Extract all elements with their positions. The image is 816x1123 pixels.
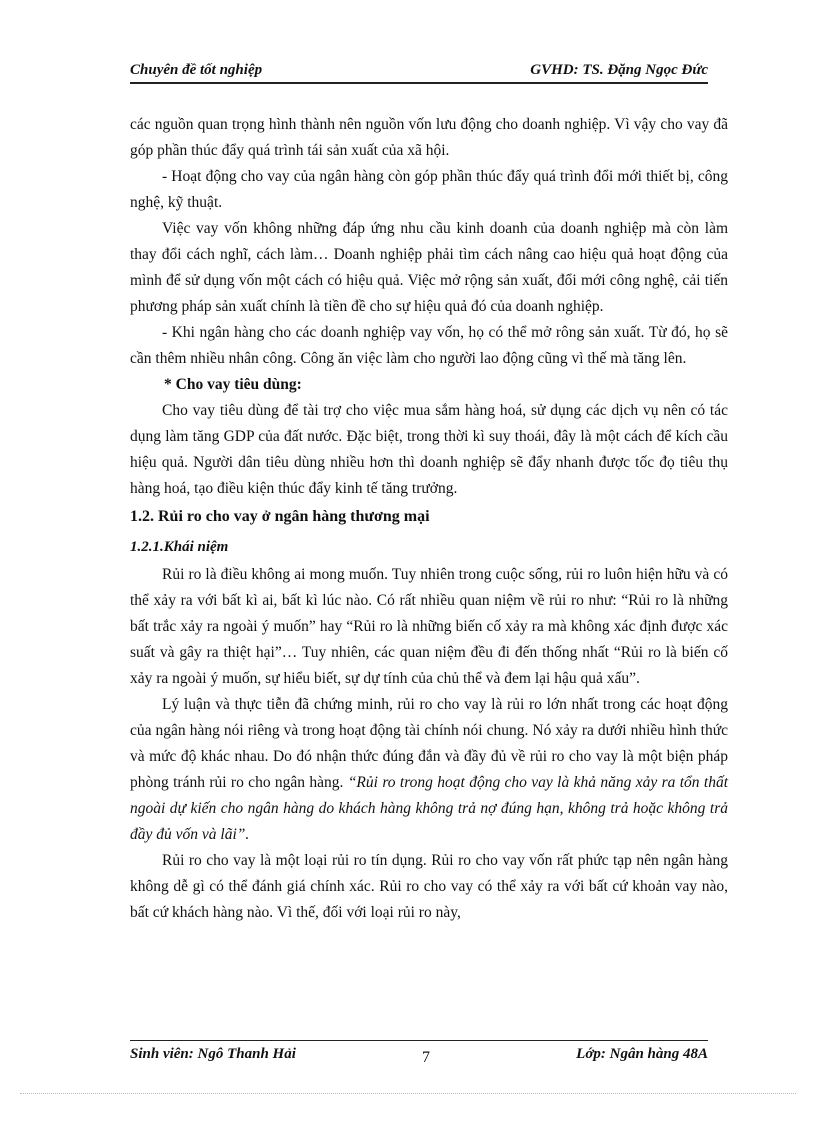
paragraph-5: Cho vay tiêu dùng để tài trợ cho việc mua sắm hàng hoá, sử dụng các dịch vụ nên có tác dụng làm tăng GDP của đất nước. Đặc biệt, trong thời kì suy thoái, đây là một cách để kích cầu hiệu quả. Người dân tiêu dùng nhiều hơn thì doanh nghiệp sẽ đẩy nhanh được tốc đọ tiêu thụ hàng hoá, tạo điều kiện thúc đẩy kinh tế tăng trưởng. [130, 402, 728, 497]
page-header [130, 60, 708, 84]
section-heading: 1.2. Rủi ro cho vay ở ngân hàng thương mại [130, 508, 430, 525]
paragraph-4: - Khi ngân hàng cho các doanh nghiệp vay vốn, họ có thể mở rông sản xuất. Từ đó, họ sẽ cần thêm nhiều nhân công. Công ăn việc làm cho người lao động cũng vì thế mà tăng lên. [130, 324, 728, 367]
footer-student: Sinh viên: Ngô Thanh Hải [130, 1046, 296, 1062]
paragraph-8: Rủi ro cho vay là một loại rủi ro tín dụng. Rủi ro cho vay vốn rất phức tạp nên ngân hàng không dễ gì có thể đánh giá chính xác. Rủi ro cho vay có thể xảy ra với bất cứ khoản vay nào, bất cứ khách hàng nào. Vì thế, đối với loại rủi ro này, [130, 852, 728, 921]
header-advisor: GVHD: TS. Đặng Ngọc Đức [530, 62, 708, 78]
page-footer [130, 1040, 708, 1067]
paragraph-7-text: Lý luận và thực tiễn đã chứng minh, rủi ro cho vay là rủi ro lớn nhất trong các hoạt động của ngân hàng nói riêng và trong hoạt động tài chính nói chung. Nó xảy ra dưới nhiều hình thức và mức độ khác nhau. Do đó nhận thức đúng đắn và đầy đủ về rủi ro cho vay là một biện pháp phòng tránh rủi ro cho ngân hàng. [130, 696, 728, 791]
subsection-heading: 1.2.1.Khái niệm [130, 539, 229, 555]
subheading-consumer-loans: * Cho vay tiêu dùng: [164, 376, 302, 393]
paragraph-3: Việc vay vốn không những đáp ứng nhu cầu kinh doanh của doanh nghiệp mà còn làm thay đổi cách nghĩ, cách làm… Doanh nghiệp phải tìm cách nâng cao hiệu quả hoạt động của mình để sử dụng vốn một cách có hiệu quả. Việc mở rộng sản xuất, đổi mới công nghệ, cải tiến phương pháp sản xuất chính là tiền đề cho sự hiệu quả đó của doanh nghiệp. [130, 220, 728, 315]
page-edge-divider [20, 1093, 796, 1094]
paragraph-7 [130, 692, 728, 848]
footer-class: Lớp: Ngân hàng 48A [576, 1046, 708, 1062]
paragraph-7-definition: “Rủi ro trong hoạt động cho vay là khả năng xảy ra tổn thất ngoài dự kiến cho ngân hàng do khách hàng không trả nợ đúng hạn, không trả hoặc không trả đầy đủ vốn và lãi”. [130, 774, 729, 843]
page-number: 7 [422, 1049, 430, 1066]
paragraph-1: các nguồn quan trọng hình thành nên nguồn vốn lưu động cho doanh nghiệp. Vì vậy cho vay đã góp phần thúc đẩy quá trình tái sản xuất của xã hội. [130, 116, 728, 159]
paragraph-6: Rủi ro là điều không ai mong muốn. Tuy nhiên trong cuộc sống, rủi ro luôn hiện hữu và có thể xảy ra với bất kì ai, bất kì lúc nào. Có rất nhiều quan niệm về rủi ro như: “Rủi ro là những bất trắc xảy ra ngoài ý muốn” hay “Rủi ro là những biến cố xảy ra mà không xác định được xác suất và gây ra thiệt hại”… Tuy nhiên, các quan niệm đều đi đến thống nhất “Rủi ro là biến cố xảy ra ngoài ý muốn, sự hiểu biết, sự dự tính của chủ thể và đem lại hậu quả xấu”. [130, 566, 728, 687]
header-title: Chuyên đề tốt nghiệp [130, 62, 263, 78]
document-body [130, 112, 728, 926]
paragraph-2: - Hoạt động cho vay của ngân hàng còn góp phần thúc đẩy quá trình đổi mới thiết bị, công nghệ, kỹ thuật. [130, 168, 728, 211]
